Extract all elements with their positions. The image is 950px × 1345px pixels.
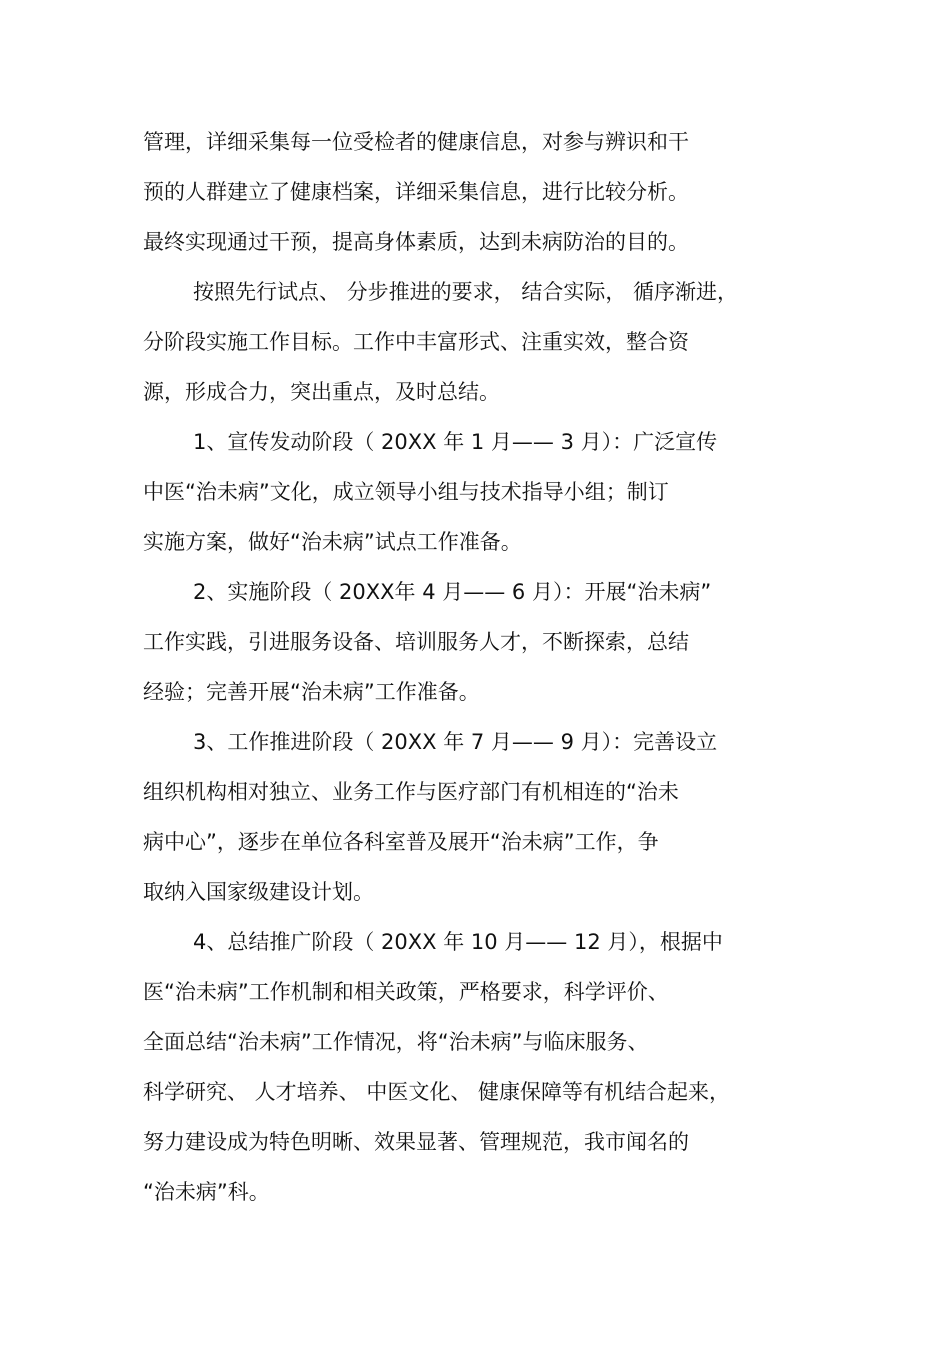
text-line: 经验；完善开展“治未病”工作准备。 [143, 680, 480, 704]
text-line: 组织机构相对独立、业务工作与医疗部门有机相连的“治未 [143, 780, 679, 804]
text-line: 工作实践，引进服务设备、培训服务人才，不断探索，总结 [143, 630, 689, 654]
text-line: 努力建设成为特色明晰、效果显著、管理规范，我市闻名的 [143, 1130, 689, 1154]
text-line: “治未病”科。 [143, 1180, 270, 1204]
text-line: 全面总结“治未病”工作情况，将“治未病”与临床服务、 [143, 1030, 649, 1054]
text-line: 预的人群建立了健康档案，详细采集信息，进行比较分析。 [143, 180, 689, 204]
paragraph-start-line: 4、总结推广阶段（ 20XX 年 10 月—— 12 月），根据中 [193, 930, 723, 954]
paragraph-start-line: 1、宣传发动阶段（ 20XX 年 1 月—— 3 月）：广泛宣传 [193, 430, 718, 454]
text-line: 中医“治未病”文化，成立领导小组与技术指导小组；制订 [143, 480, 669, 504]
paragraph-start-line: 3、工作推进阶段（ 20XX 年 7 月—— 9 月）：完善设立 [193, 730, 718, 754]
paragraph-start-line: 按照先行试点、 分步推进的要求， 结合实际， 循序渐进， [193, 280, 739, 304]
text-line: 科学研究、 人才培养、 中医文化、 健康保障等有机结合起来， [143, 1080, 731, 1104]
paragraph-start-line: 2、实施阶段（ 20XX年 4 月—— 6 月）：开展“治未病” [193, 580, 712, 604]
text-line: 病中心”，逐步在单位各科室普及展开“治未病”工作，争 [143, 830, 659, 854]
text-line: 源，形成合力，突出重点，及时总结。 [143, 380, 500, 404]
text-line: 取纳入国家级建设计划。 [143, 880, 374, 904]
text-line: 最终实现通过干预，提高身体素质，达到未病防治的目的。 [143, 230, 689, 254]
text-line: 实施方案，做好“治未病”试点工作准备。 [143, 530, 522, 554]
text-line: 管理，详细采集每一位受检者的健康信息，对参与辨识和干 [143, 130, 689, 154]
text-line: 医“治未病”工作机制和相关政策，严格要求，科学评价、 [143, 980, 669, 1004]
text-line: 分阶段实施工作目标。工作中丰富形式、注重实效，整合资 [143, 330, 689, 354]
